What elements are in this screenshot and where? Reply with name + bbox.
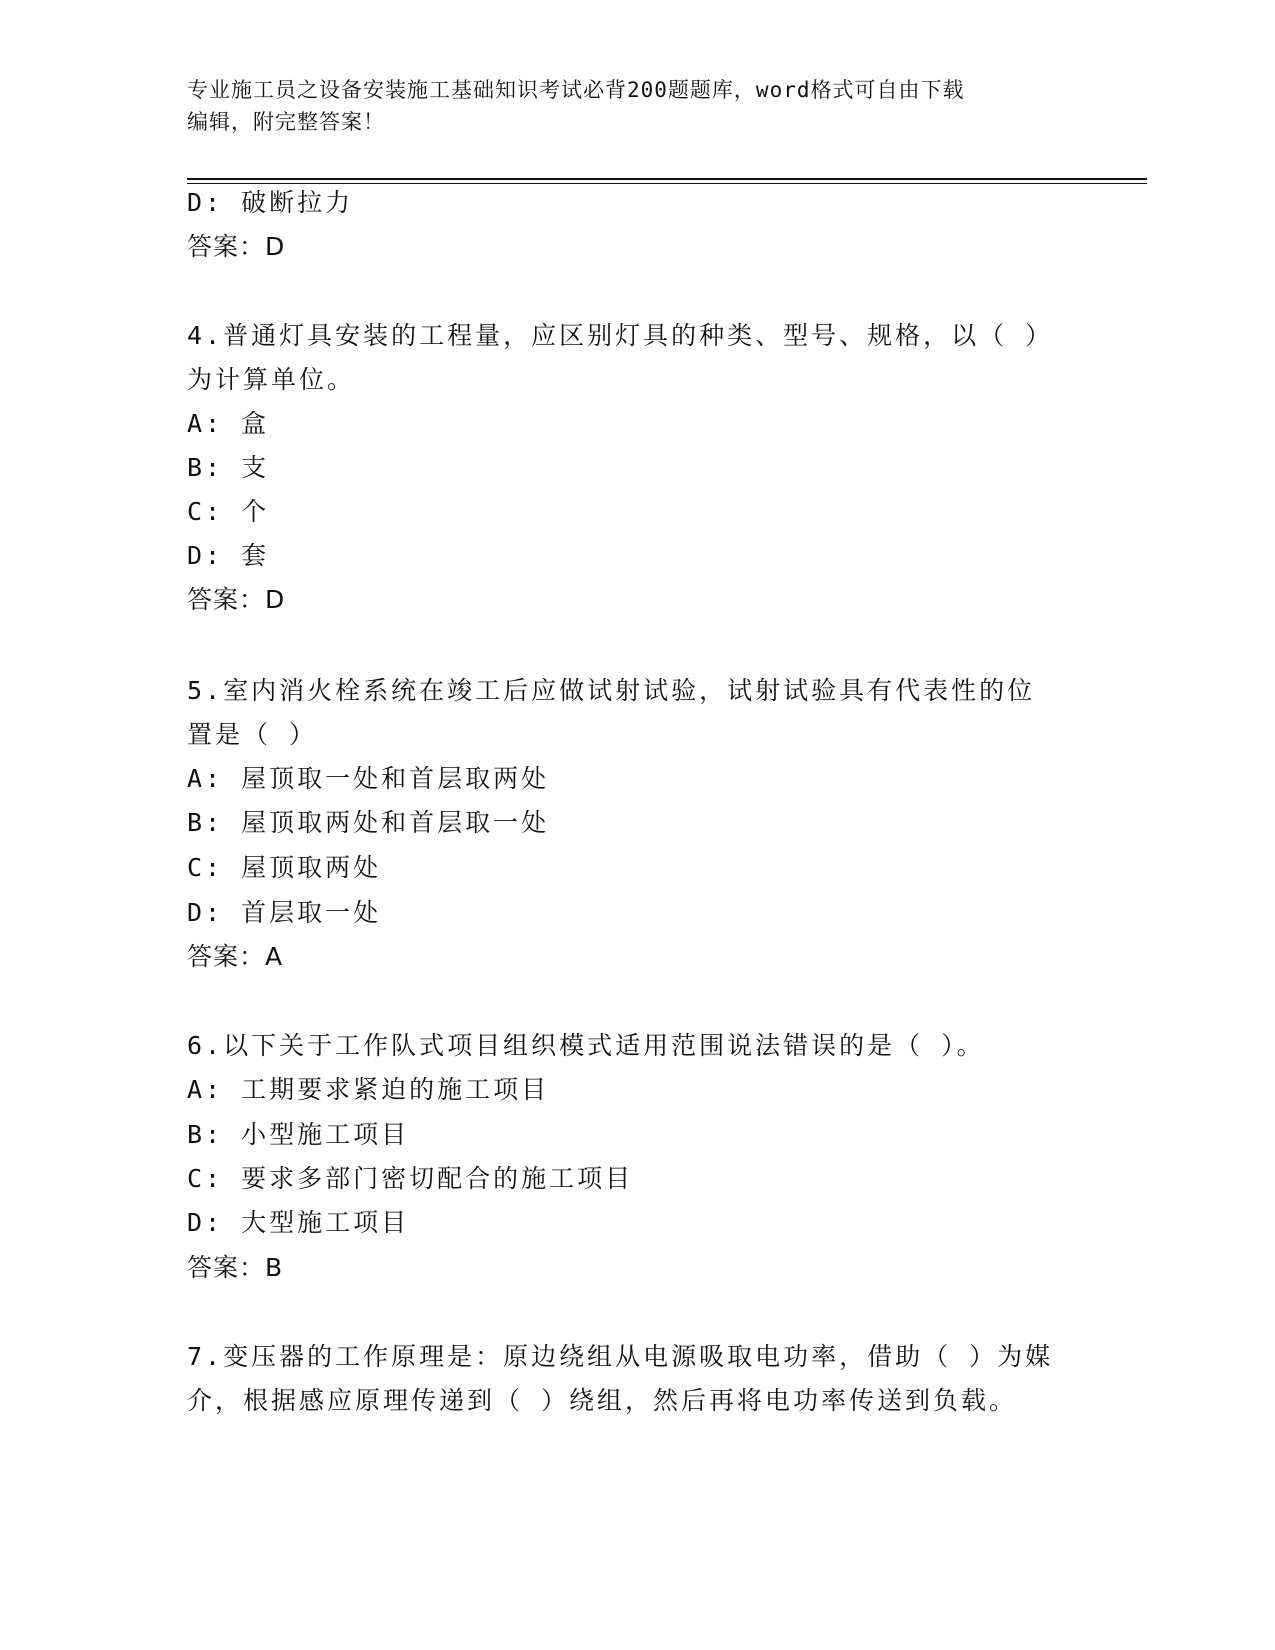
q5-answer: 答案：A: [187, 942, 284, 971]
q4-stem-line-2: 为计算单位。: [187, 365, 356, 394]
q7-stem-line-2: 介，根据感应原理传递到（ ）绕组，然后再将电功率传送到负载。: [187, 1386, 1018, 1415]
q4-answer: 答案：D: [187, 585, 286, 614]
q5-stem-line-1: 5.室内消火栓系统在竣工后应做试射试验，试射试验具有代表性的位: [187, 676, 1036, 705]
q5-option-b: B: 屋顶取两处和首层取一处: [187, 808, 550, 837]
header-title-line-2: 编辑，附完整答案！: [187, 110, 385, 134]
q4-option-c: C: 个: [187, 497, 270, 526]
header-divider-thin: [187, 183, 1147, 184]
q3-answer: 答案：D: [187, 232, 286, 261]
q6-option-b: B: 小型施工项目: [187, 1120, 410, 1149]
q4-option-b: B: 支: [187, 453, 270, 482]
q3-option-d: D: 破断拉力: [187, 188, 354, 217]
header-divider-thick: [187, 178, 1147, 180]
q6-stem-line-1: 6.以下关于工作队式项目组织模式适用范围说法错误的是（ ）。: [187, 1031, 985, 1060]
page-header: [187, 74, 1087, 138]
q7-stem-line-1: 7.变压器的工作原理是：原边绕组从电源吸取电功率，借助（ ）为媒: [187, 1342, 1054, 1371]
q4-option-d: D: 套: [187, 541, 270, 570]
q5-stem-line-2: 置是（ ）: [187, 720, 318, 749]
q4-option-a: A: 盒: [187, 409, 270, 438]
q4-stem-line-1: 4.普通灯具安装的工程量，应区别灯具的种类、型号、规格，以（ ）: [187, 321, 1054, 350]
q5-option-c: C: 屋顶取两处: [187, 853, 382, 882]
q6-answer: 答案：B: [187, 1253, 284, 1282]
q6-option-a: A: 工期要求紧迫的施工项目: [187, 1075, 550, 1104]
q5-option-a: A: 屋顶取一处和首层取两处: [187, 764, 550, 793]
q5-option-d: D: 首层取一处: [187, 898, 382, 927]
q6-option-c: C: 要求多部门密切配合的施工项目: [187, 1164, 634, 1193]
header-title-line-1: 专业施工员之设备安装施工基础知识考试必背200题题库，word格式可自由下载: [187, 78, 965, 102]
q6-option-d: D: 大型施工项目: [187, 1208, 410, 1237]
